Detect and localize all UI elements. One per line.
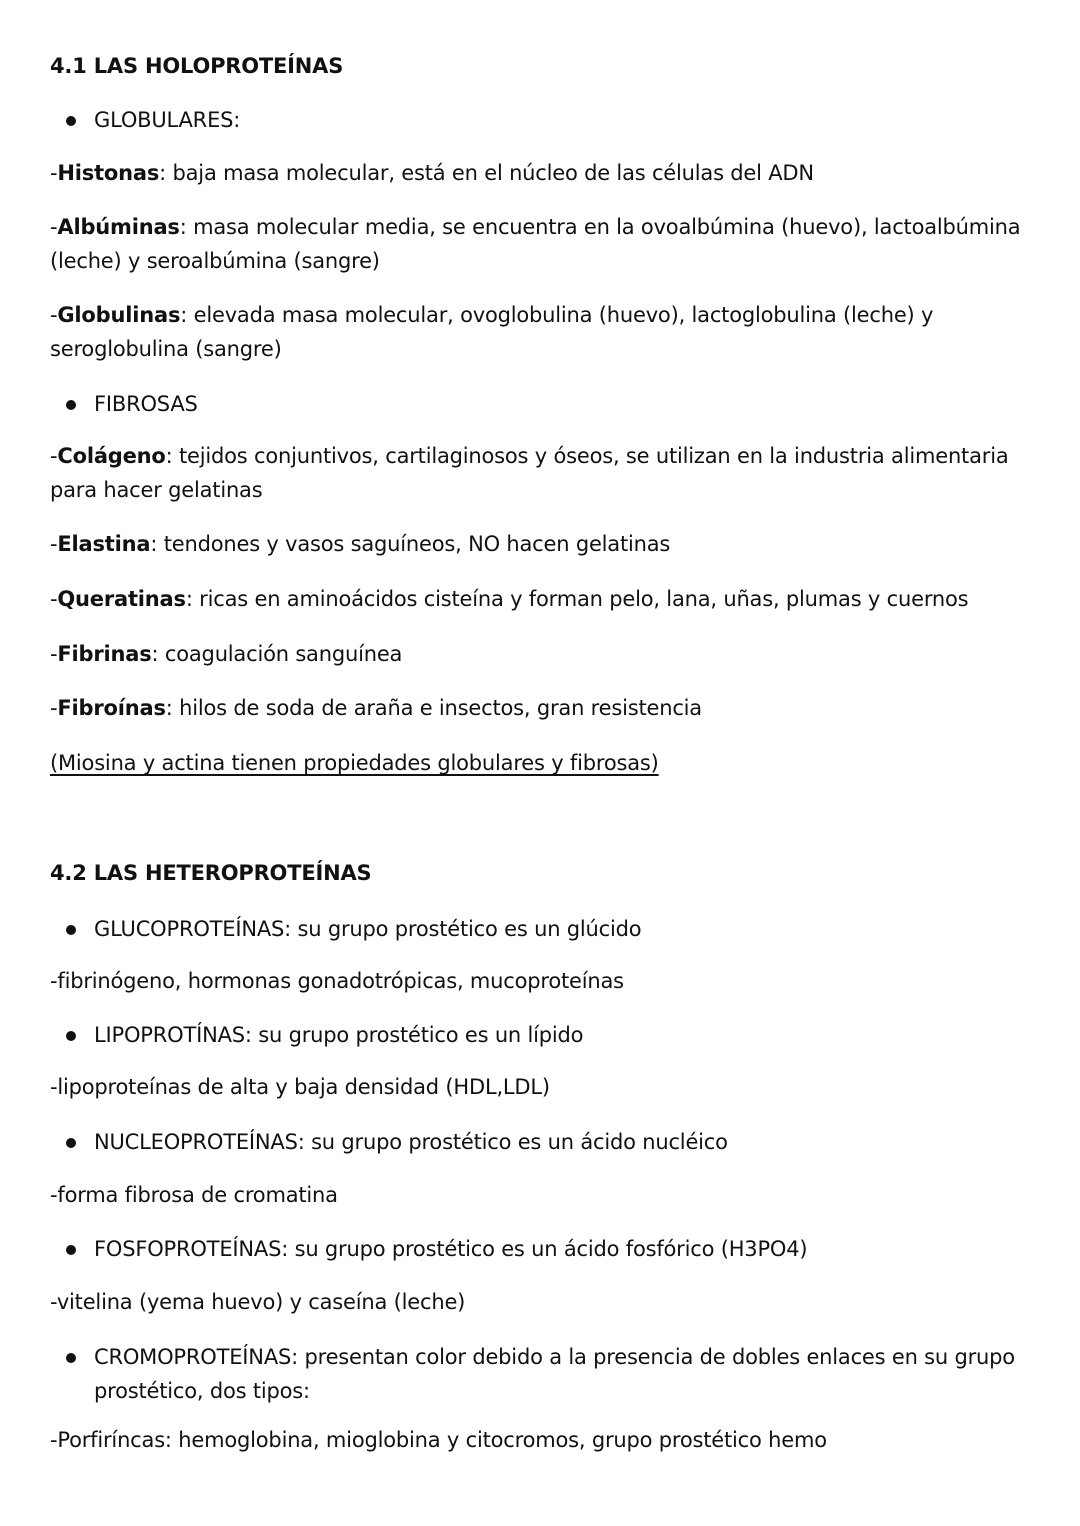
- note-text: (Miosina y actina tienen propiedades globulares y fibrosas): [50, 751, 659, 775]
- section-heading-heteroproteinas: 4.2 LAS HETEROPROTEÍNAS: [50, 861, 372, 885]
- bullet-item-nucleoproteinas: [66, 1125, 1040, 1159]
- bullet-text: FOSFOPROTEÍNAS: su grupo prostético es un ácido fosfórico (H3PO4): [94, 1237, 808, 1261]
- bullet-dot-icon: [66, 1138, 76, 1148]
- term-fibroinas: Fibroínas: [57, 696, 166, 720]
- definition-fibroinas: -Fibroínas: hilos de soda de araña e insectos, gran resistencia: [50, 696, 702, 720]
- bullet-item-fosfoproteinas: [66, 1232, 1040, 1266]
- examples-lipoproteinas: -lipoproteínas de alta y baja densidad (HDL,LDL): [50, 1075, 550, 1099]
- bullet-item-lipoproteinas: [66, 1018, 1040, 1052]
- bullet-item-fibrosas: [66, 387, 1040, 421]
- bullet-dot-icon: [66, 1353, 76, 1363]
- term-albuminas: Albúminas: [57, 215, 180, 239]
- term-colageno: Colágeno: [57, 444, 166, 468]
- examples-nucleoproteinas: -forma fibrosa de cromatina: [50, 1183, 338, 1207]
- desc-colageno: : tejidos conjuntivos, cartilaginosos y óseos, se utilizan en la industria alimentaria para hacer gelatinas: [50, 444, 1009, 502]
- examples-fosfoproteinas: -vitelina (yema huevo) y caseína (leche): [50, 1290, 466, 1314]
- term-fibrinas: Fibrinas: [57, 642, 152, 666]
- definition-histonas: -Histonas: baja masa molecular, está en el núcleo de las células del ADN: [50, 161, 814, 185]
- bullet-dot-icon: [66, 1245, 76, 1255]
- bullet-dot-icon: [66, 925, 76, 935]
- term-globulinas: Globulinas: [57, 303, 181, 327]
- bullet-text: LIPOPROTÍNAS: su grupo prostético es un lípido: [94, 1023, 584, 1047]
- term-queratinas: Queratinas: [57, 587, 186, 611]
- desc-histonas: : baja masa molecular, está en el núcleo de las células del ADN: [159, 161, 814, 185]
- definition-queratinas: -Queratinas: ricas en aminoácidos cisteína y forman pelo, lana, uñas, plumas y cuernos: [50, 587, 969, 611]
- desc-elastina: : tendones y vasos saguíneos, NO hacen gelatinas: [150, 532, 671, 556]
- bullet-text: NUCLEOPROTEÍNAS: su grupo prostético es un ácido nucléico: [94, 1130, 728, 1154]
- definition-colageno: -Colágeno: tejidos conjuntivos, cartilaginosos y óseos, se utilizan en la industria alimentaria para hacer gelatinas: [50, 444, 1009, 502]
- term-histonas: Histonas: [57, 161, 160, 185]
- desc-albuminas: : masa molecular media, se encuentra en la ovoalbúmina (huevo), lactoalbúmina (leche) y seroalbúmina (sangre): [50, 215, 1021, 273]
- bullet-dot-icon: [66, 1031, 76, 1041]
- definition-fibrinas: -Fibrinas: coagulación sanguínea: [50, 642, 403, 666]
- bullet-text: CROMOPROTEÍNAS: presentan color debido a la presencia de dobles enlaces en su grupo prostético, dos tipos:: [94, 1345, 1015, 1403]
- bullet-item-cromoproteinas: [66, 1340, 1040, 1408]
- bullet-item-globulares: [66, 103, 1040, 137]
- term-elastina: Elastina: [57, 532, 151, 556]
- examples-cromoproteinas: -Porfiríncas: hemoglobina, mioglobina y citocromos, grupo prostético hemo: [50, 1428, 827, 1452]
- underlined-note: [50, 746, 1040, 780]
- definition-globulinas: -Globulinas: elevada masa molecular, ovoglobulina (huevo), lactoglobulina (leche) y seroglobulina (sangre): [50, 303, 934, 361]
- bullet-item-glucoproteinas: [66, 912, 1040, 946]
- definition-albuminas: -Albúminas: masa molecular media, se encuentra en la ovoalbúmina (huevo), lactoalbúmina (leche) y seroalbúmina (sangre): [50, 215, 1021, 273]
- section-heading-holoproteinas: 4.1 LAS HOLOPROTEÍNAS: [50, 54, 344, 78]
- bullet-text: GLOBULARES:: [94, 108, 241, 132]
- definition-elastina: -Elastina: tendones y vasos saguíneos, NO hacen gelatinas: [50, 532, 671, 556]
- desc-queratinas: : ricas en aminoácidos cisteína y forman pelo, lana, uñas, plumas y cuernos: [185, 587, 969, 611]
- bullet-text: FIBROSAS: [94, 392, 198, 416]
- desc-fibroinas: : hilos de soda de araña e insectos, gran resistencia: [165, 696, 702, 720]
- bullet-dot-icon: [66, 116, 76, 126]
- bullet-text: GLUCOPROTEÍNAS: su grupo prostético es un glúcido: [94, 917, 642, 941]
- bullet-dot-icon: [66, 400, 76, 410]
- desc-globulinas: : elevada masa molecular, ovoglobulina (huevo), lactoglobulina (leche) y seroglobulina (sangre): [50, 303, 934, 361]
- desc-fibrinas: : coagulación sanguínea: [151, 642, 403, 666]
- examples-glucoproteinas: -fibrinógeno, hormonas gonadotrópicas, mucoproteínas: [50, 969, 624, 993]
